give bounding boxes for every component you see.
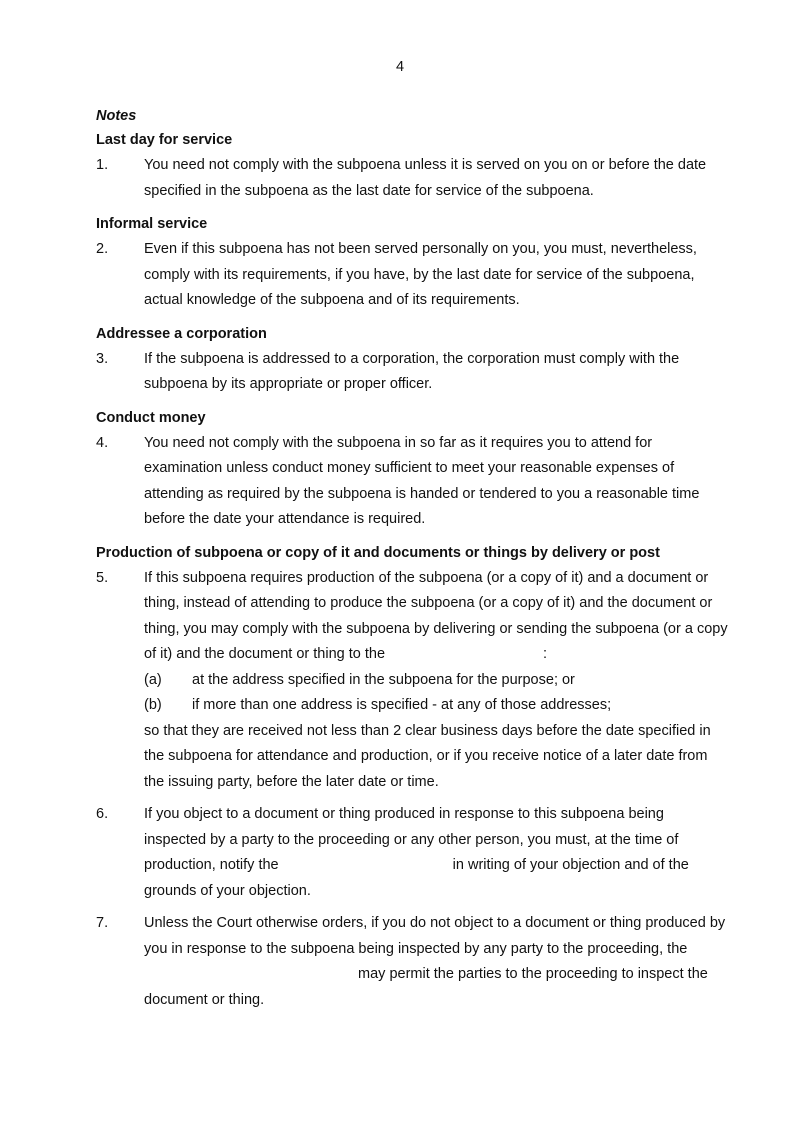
heading-production-by-delivery-or-post: Production of subpoena or copy of it and documents or things by delivery or post <box>96 544 660 561</box>
page-number: 4 <box>395 59 405 75</box>
note-number: 2. <box>96 241 109 257</box>
heading-informal-service: Informal service <box>96 216 208 232</box>
note-text-start: If you object to a document or thing produced in response to this subpoena being inspected by a party to the proceeding or any other person, you must, at the time of production, notify the <box>144 806 679 873</box>
notes-content <box>96 104 728 1013</box>
note-tail-text: so that they are received not less than 2 clear business days before the date specified in the subpoena for attendance and production, or if you receive notice of a later date from the issuing party, before the later date or time. <box>144 722 711 790</box>
note-text: Even if this subpoena has not been served personally on you, you must, nevertheless, comply with its requirements, if you have, by the last date for service of the subpoena, actual knowledge of the subpoena and of its requirements. <box>144 241 697 308</box>
note-item-5 <box>96 566 728 796</box>
note-item-2 <box>96 237 728 314</box>
note-text-start: Unless the Court otherwise orders, if you do not object to a document or thing produced by you in response to the subpoena being inspected by any party to the proceeding, the <box>144 915 726 957</box>
note-text-end: : <box>543 646 548 662</box>
note-text: If the subpoena is addressed to a corporation, the corporation must comply with the subpoena by its appropriate or proper officer. <box>144 350 680 392</box>
note-number: 6. <box>96 806 109 822</box>
note-number: 1. <box>96 157 109 173</box>
note-text: You need not comply with the subpoena in so far as it requires you to attend for examination unless conduct money sufficient to meet your reasonable expenses of attending as required by the subpoena is handed or tendered to you a reasonable time before the date your attendance is required. <box>144 434 700 527</box>
sub-item-a <box>144 668 728 694</box>
note-number: 7. <box>96 915 109 931</box>
note-text <box>144 566 728 796</box>
heading-addressee-a-corporation: Addressee a corporation <box>96 325 267 342</box>
note-item-1 <box>96 153 728 204</box>
sub-item-label: (b) <box>144 697 162 713</box>
note-text-end: may permit the parties to the proceeding to inspect the document or thing. <box>144 966 708 1008</box>
note-number: 5. <box>96 569 109 586</box>
notes-title: Notes <box>96 108 137 124</box>
note-number: 3. <box>96 350 109 367</box>
note-item-3 <box>96 347 728 398</box>
note-text: You need not comply with the subpoena unless it is served on you on or before the date specified in the subpoena as the last date for service of the subpoena. <box>144 157 707 199</box>
note-number: 4. <box>96 434 109 451</box>
sub-item-text: at the address specified in the subpoena for the purpose; or <box>192 671 575 688</box>
note-item-4 <box>96 431 728 533</box>
sub-item-label: (a) <box>144 671 162 688</box>
note-text <box>144 802 728 904</box>
heading-last-day-for-service: Last day for service <box>96 132 233 148</box>
sub-item-text: if more than one address is specified - at any of those addresses; <box>192 697 612 713</box>
note-text-end: in writing of your objection and of the grounds of your objection. <box>144 857 689 899</box>
note-text <box>144 911 728 1013</box>
note-text-start: If this subpoena requires production of the subpoena (or a copy of it) and a document or thing, instead of attending to produce the subpoena (or a copy of it) and the document or thing, you may comply with the subpoena by delivering or sending the subpoena (or a copy of it) and the document or thing to the <box>144 569 728 662</box>
sub-item-b <box>144 693 728 719</box>
heading-conduct-money: Conduct money <box>96 409 206 426</box>
note-item-6 <box>96 802 728 904</box>
note-item-7 <box>96 911 728 1013</box>
